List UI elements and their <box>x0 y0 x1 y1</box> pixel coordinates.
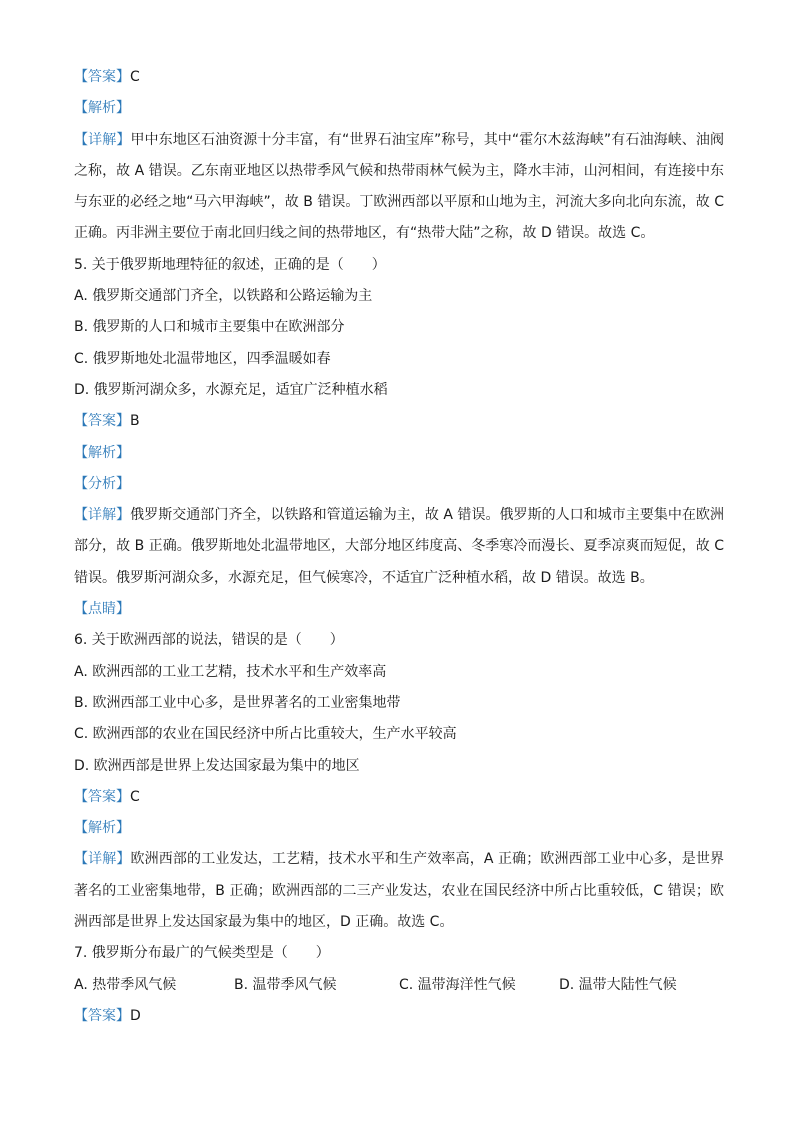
answer-line <box>74 62 724 93</box>
option-a: A. 热带季风气候 <box>74 976 177 993</box>
option-d: D. 俄罗斯河湖众多，水源充足，适宜广泛种植水稻 <box>74 381 388 398</box>
answer-value: C <box>130 69 140 85</box>
analysis-tag: 【解析】 <box>74 100 130 117</box>
option-c: C. 温带海洋性气候 <box>399 976 516 993</box>
option-a: A. 俄罗斯交通部门齐全，以铁路和公路运输为主 <box>74 288 373 305</box>
explanation-paragraph <box>74 844 724 938</box>
analyze-heading <box>74 469 724 500</box>
option-d: D. 温带大陆性气候 <box>559 976 677 993</box>
analysis-tag: 【解析】 <box>74 820 130 837</box>
option-c: C. 欧洲西部的农业在国民经济中所占比重较大，生产水平较高 <box>74 726 457 743</box>
answer-value: B <box>130 413 140 430</box>
explanation-tag: 【详解】 <box>74 507 131 524</box>
explanation-tag: 【详解】 <box>74 851 131 868</box>
answer-tag: 【答案】 <box>74 69 130 85</box>
explanation-paragraph <box>74 500 724 594</box>
answer-tag: 【答案】 <box>74 1007 130 1024</box>
comment-heading <box>74 594 724 625</box>
answer-line <box>74 782 724 813</box>
explanation-text: 俄罗斯交通部门齐全，以铁路和管道运输为主，故 A 错误。俄罗斯的人口和城市主要集中在欧洲部分，故 B 正确。俄罗斯地处北温带地区，大部分地区纬度高、冬季寒冷而漫长、夏季凉爽而短促，故 C 错误。俄罗斯河湖众多，水源充足，但气候寒冷，不适宜广泛种植水稻，故 D 错误。故选 B。 <box>74 507 724 586</box>
explanation-paragraph <box>74 125 724 250</box>
option-a: A. 欧洲西部的工业工艺精，技术水平和生产效率高 <box>74 663 387 680</box>
question-stem: 5. 关于俄罗斯地理特征的叙述，正确的是（ ） <box>74 256 386 273</box>
question-stem: 7. 俄罗斯分布最广的气候类型是（ ） <box>74 945 330 962</box>
answer-line <box>74 406 724 437</box>
option-b: B. 欧洲西部工业中心多，是世界著名的工业密集地带 <box>74 694 401 711</box>
analysis-tag: 【解析】 <box>74 444 130 461</box>
explanation-text: 甲中东地区石油资源十分丰富，有“世界石油宝库”称号，其中“霍尔木兹海峡”有石油海峡、油阀之称，故 A 错误。乙东南亚地区以热带季风气候和热带雨林气候为主，降水丰沛，山河相间，有连接中东与东亚的必经之地“马六甲海峡”，故 B 错误。丁欧洲西部以平原和山地为主，河流大多向北向东流，故 C 正确。丙非洲主要位于南北回归线之间的热带地区，有“热带大陆”之称，故 D 错误。故选 C。 <box>74 131 725 242</box>
option-b: B. 温带季风气候 <box>234 976 337 993</box>
option-b: B. 俄罗斯的人口和城市主要集中在欧洲部分 <box>74 319 345 336</box>
answer-value: C <box>130 788 140 805</box>
answer-value: D <box>130 1007 141 1024</box>
option-d: D. 欧洲西部是世界上发达国家最为集中的地区 <box>74 757 360 774</box>
answer-tag: 【答案】 <box>74 788 130 805</box>
analysis-heading <box>74 93 724 124</box>
document-page <box>74 62 724 1032</box>
option-c: C. 俄罗斯地处北温带地区，四季温暖如春 <box>74 350 331 367</box>
answer-line <box>74 1001 724 1032</box>
analyze-tag: 【分析】 <box>74 475 130 492</box>
comment-tag: 【点睛】 <box>74 601 130 618</box>
explanation-tag: 【详解】 <box>74 131 131 148</box>
options-row <box>74 970 724 1001</box>
explanation-text: 欧洲西部的工业发达，工艺精，技术水平和生产效率高，A 正确；欧洲西部工业中心多，是世界著名的工业密集地带，B 正确；欧洲西部的二三产业发达，农业在国民经济中所占比重较低，C 错误；欧洲西部是世界上发达国家最为集中的地区，D 正确。故选 C。 <box>74 851 724 931</box>
analysis-heading <box>74 813 724 844</box>
answer-tag: 【答案】 <box>74 413 130 430</box>
analysis-heading <box>74 438 724 469</box>
question-stem: 6. 关于欧洲西部的说法，错误的是（ ） <box>74 632 344 649</box>
